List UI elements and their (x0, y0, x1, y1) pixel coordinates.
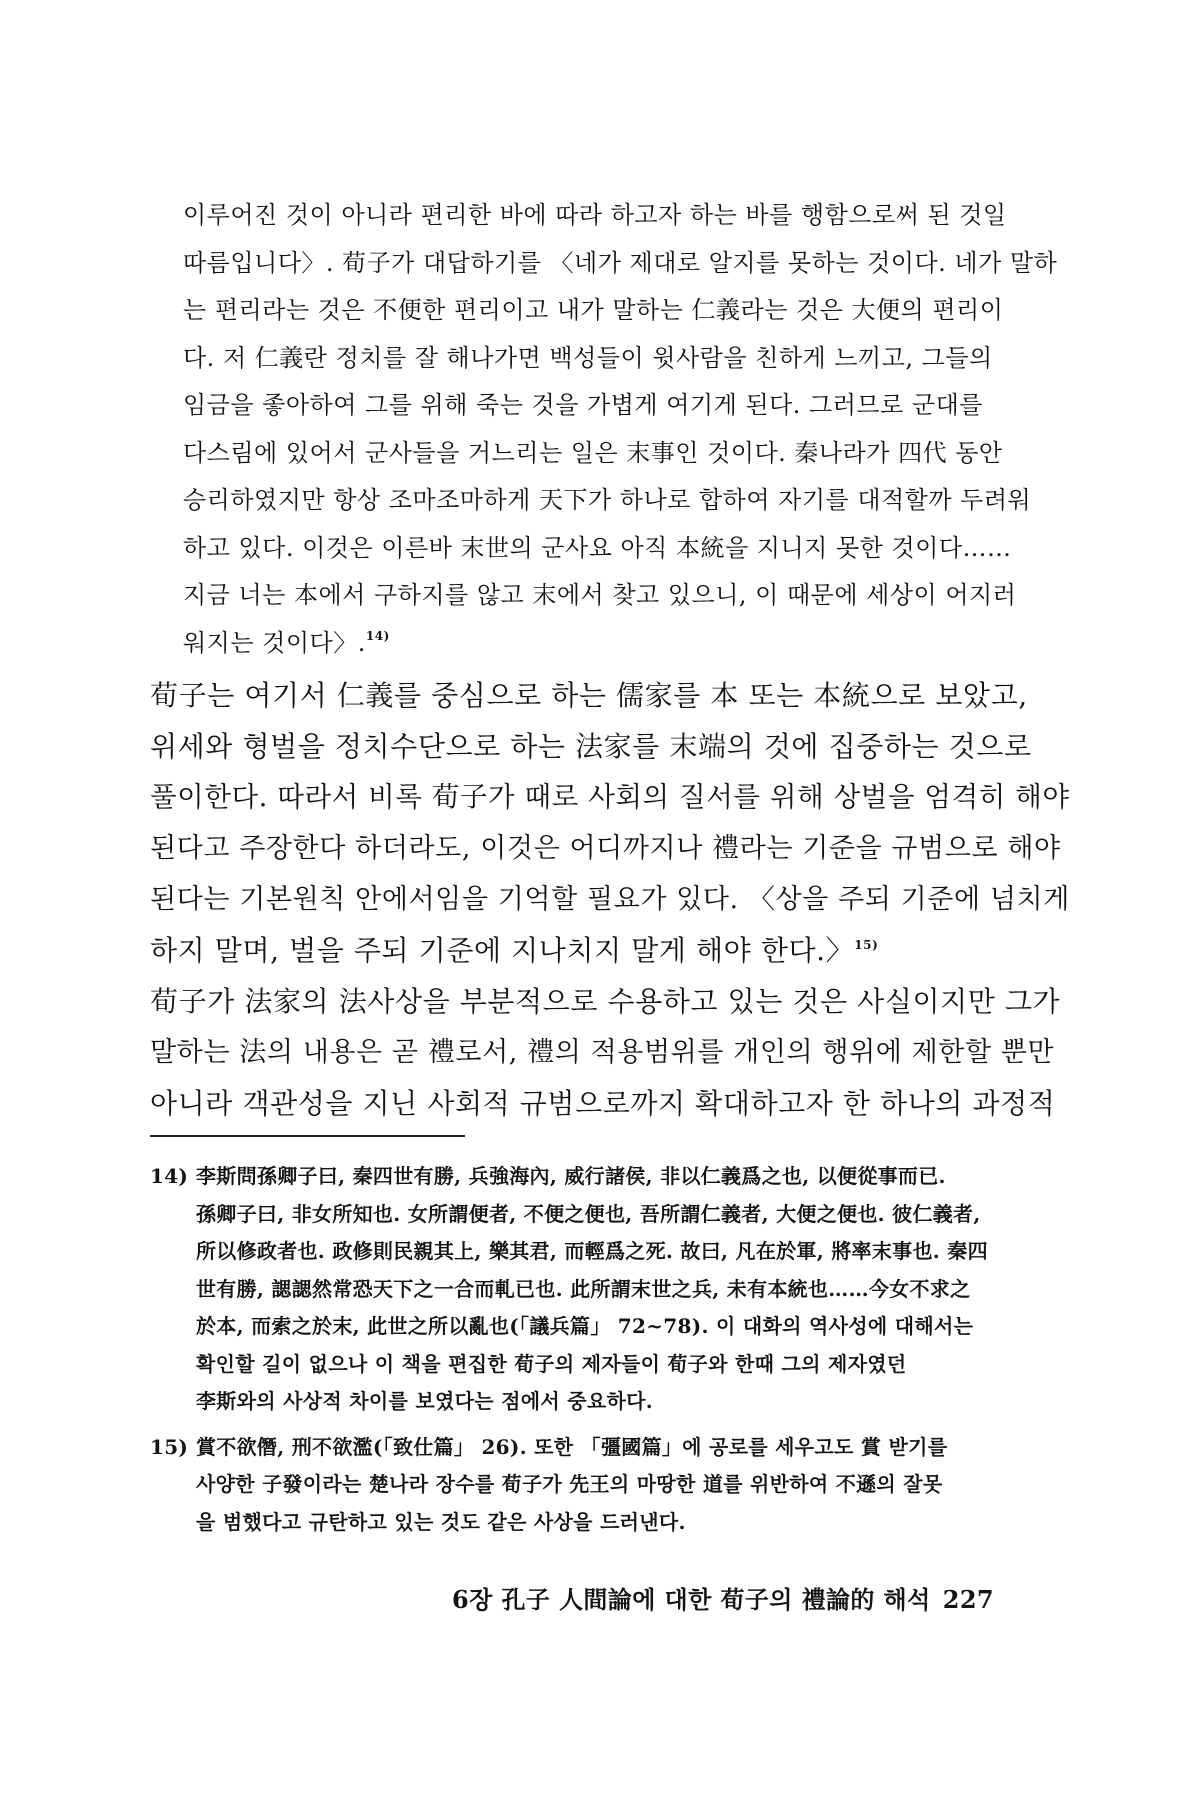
quote-line (183, 620, 1063, 668)
body-line-text: 하지 말며, 벌을 주되 기준에 지나치지 말게 해야 한다.〉 (150, 934, 855, 967)
quote-line: 승리하였지만 항상 조마조마하게 天下가 하나로 합하여 자기를 대적할까 두려워 (183, 486, 1032, 514)
body-line: 된다고 주장한다 하더라도, 이것은 어디까지나 禮라는 기준을 규범으로 해야 (150, 833, 1061, 864)
footnote-line: 확인할 길이 없으나 이 책을 편집한 荀子의 제자들이 荀子와 한때 그의 제자였던 (196, 1351, 907, 1376)
body-line: 荀子가 法家의 法사상을 부분적으로 수용하고 있는 것은 사실이지만 그가 (150, 985, 1061, 1018)
footnote-line: 所以修政者也. 政修則民親其上, 樂其君, 而輕爲之死. 故曰, 凡在於軍, 將率末事也. 秦四 (196, 1239, 988, 1263)
body-line (150, 925, 1070, 976)
footnote-text: 賞不欲僭, 刑不欲濫(「致仕篇」 26). 또한 「彊國篇」에 공로를 세우고도 賞 받기를 (196, 1434, 948, 1459)
block-quotation (183, 192, 1063, 667)
body-line: 위세와 형벌을 정치수단으로 하는 法家를 末端의 것에 집중하는 것으로 (150, 730, 1032, 763)
footnote-14 (150, 1158, 1065, 1421)
footnote-line: 於本, 而索之於末, 此世之所以亂也(「議兵篇」 72~78). 이 대화의 역사성에 대해서는 (196, 1314, 974, 1338)
chapter-title: 6장 孔子 人間論에 대한 荀子의 禮論的 해석 (452, 1585, 931, 1614)
quote-line: 하고 있다. 이것은 이른바 末世의 군사요 아직 本統을 지니지 못한 것이다…… (183, 533, 1012, 562)
footnotes (150, 1158, 1065, 1549)
quote-line: 임금을 좋아하여 그를 위해 죽는 것을 가볍게 여기게 된다. 그러므로 군대를 (183, 391, 983, 419)
quote-line: 지금 너는 本에서 구하지를 않고 末에서 찾고 있으니, 이 때문에 세상이 어지러 (183, 581, 1017, 609)
footnote-line: 世有勝, 諰諰然常恐天下之一合而軋已也. 此所謂末世之兵, 未有本統也……今女不求之 (196, 1276, 971, 1301)
quote-line: 다스림에 있어서 군사들을 거느리는 일은 末事인 것이다. 秦나라가 四代 동안 (183, 438, 1003, 467)
quote-line: 따름입니다〉. 荀子가 대답하기를 〈네가 제대로 알지를 못하는 것이다. 네가 말하 (183, 248, 1058, 277)
footnote-text: 李斯問孫卿子曰, 秦四世有勝, 兵強海內, 威行諸侯, 非以仁義爲之也, 以便從事而已. (196, 1164, 946, 1188)
footnote-line (150, 1429, 1065, 1467)
body-text (150, 670, 1070, 1129)
footnote-divider (150, 1135, 465, 1137)
quote-line: 는 편리라는 것은 不便한 편리이고 내가 말하는 仁義라는 것은 大便의 편리이 (183, 296, 1004, 324)
footnote-line: 사양한 子發이라는 楚나라 장수를 荀子가 先王의 마땅한 道를 위반하여 不遜의 잘못 (196, 1472, 943, 1496)
body-line: 아니라 객관성을 지닌 사회적 규범으로까지 확대하고자 한 하나의 과정적 (150, 1087, 1056, 1120)
footnote-line: 孫卿子曰, 非女所知也. 女所謂便者, 不便之便也, 吾所謂仁義者, 大便之便也. 彼仁義者, (196, 1201, 981, 1226)
running-footer (452, 1580, 994, 1615)
footnote-line (150, 1158, 1065, 1196)
body-line: 된다는 기본원칙 안에서임을 기억할 필요가 있다. 〈상을 주되 기준에 넘치게 (150, 884, 1070, 915)
footnote-ref-14[interactable]: 14) (365, 628, 390, 643)
body-line: 풀이한다. 따라서 비록 荀子가 때로 사회의 질서를 위해 상벌을 엄격히 해야 (150, 781, 1070, 813)
footnote-number: 15) (150, 1434, 189, 1459)
body-line: 말하는 法의 내용은 곧 禮로서, 禮의 적용범위를 개인의 행위에 제한할 뿐만 (150, 1037, 1055, 1068)
body-line: 荀子는 여기서 仁義를 중심으로 하는 儒家를 本 또는 本統으로 보았고, (150, 679, 1028, 712)
quote-line: 다. 저 仁義란 정치를 잘 해나가면 백성들이 윗사람을 친하게 느끼고, 그들의 (183, 343, 993, 372)
quote-line: 이루어진 것이 아니라 편리한 바에 따라 하고자 하는 바를 행함으로써 된 것일 (183, 201, 1007, 229)
footnote-line: 을 범했다고 규탄하고 있는 것도 같은 사상을 드러낸다. (196, 1509, 686, 1534)
footnote-line: 李斯와의 사상적 차이를 보였다는 점에서 중요하다. (196, 1389, 653, 1413)
footnote-number: 14) (150, 1164, 189, 1188)
page-number: 227 (942, 1585, 995, 1614)
footnote-15 (150, 1429, 1065, 1542)
footnote-ref-15[interactable]: 15) (854, 938, 879, 952)
quote-line-text: 워지는 것이다〉. (183, 628, 366, 657)
